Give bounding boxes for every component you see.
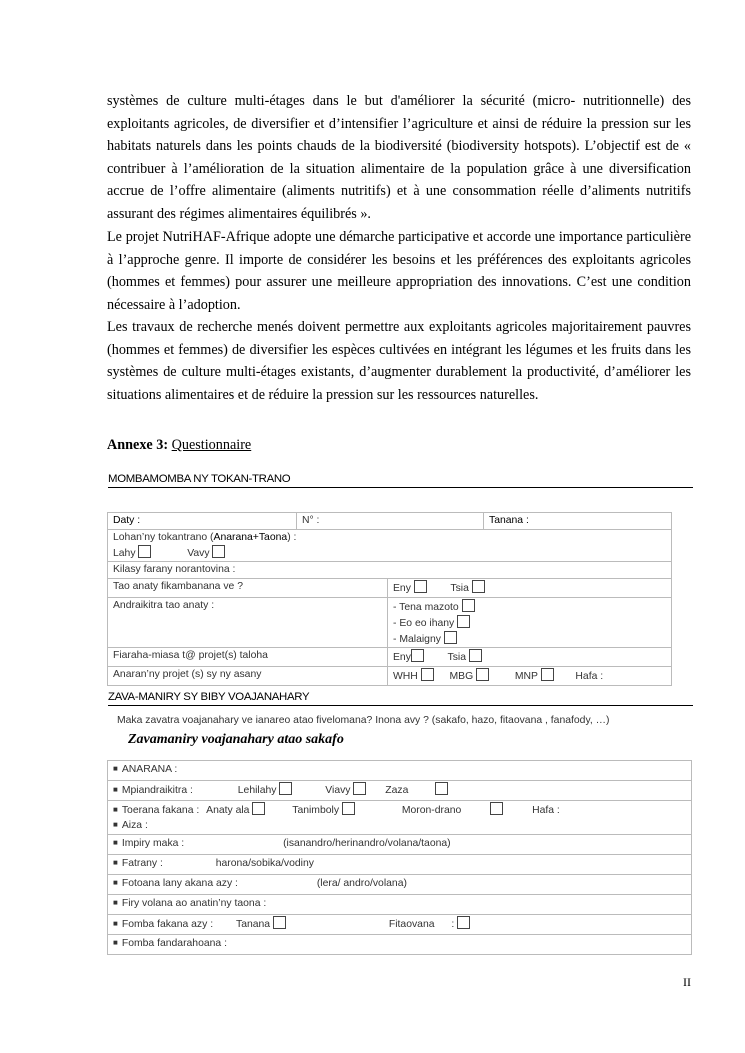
daty-label: Daty :	[113, 515, 141, 526]
zaza-checkbox[interactable]	[435, 782, 448, 795]
eny-label-2: Eny	[393, 652, 411, 664]
tsia-label: Tsia	[450, 583, 469, 595]
section-heading-plants: ZAVA-MANIRY SY BIBY VOAJANAHARY	[108, 691, 693, 706]
impiry-label: Impiry maka :	[121, 837, 185, 849]
fitaovana-label: Fitaovana	[388, 918, 435, 930]
mpiandraikitra-row	[108, 781, 692, 801]
anaran-projet-cell	[108, 667, 388, 686]
plants-table	[107, 760, 692, 955]
toerana-row	[108, 801, 692, 835]
toerana-label: Toerana fakana :	[121, 805, 200, 816]
tsia-checkbox-2[interactable]	[469, 649, 482, 662]
fatrany-options: harona/sobika/vodiny	[215, 857, 314, 869]
zaza-label: Zaza	[385, 785, 409, 796]
impiry-row[interactable]	[108, 834, 692, 854]
fomba-fakana-row	[108, 914, 692, 934]
mbg-label: MBG	[449, 671, 474, 683]
fotoana-options: (lera/ andro/volana)	[316, 877, 407, 889]
anarana-row[interactable]	[108, 761, 692, 781]
moron-drano-checkbox[interactable]	[490, 802, 503, 815]
bullet-icon: ■	[113, 897, 118, 907]
annexe-heading	[107, 437, 251, 454]
bullet-icon: ■	[113, 764, 118, 773]
number-cell[interactable]	[297, 513, 484, 530]
plants-subtitle: Zavamaniry voajanahary atao sakafo	[128, 732, 344, 747]
fotoana-row[interactable]	[108, 874, 692, 894]
paragraph-3: Les travaux de recherche menés doivent permettre aux exploitants agricoles majoritairement pauvres (hommes et femmes) de diversifier les espèces cultivées en intégrant les légumes et les fruits dans les systèmes de culture multi-étages existants, d’augmenter durablement la productivité, d’améliorer les situations alimentaires et de réduire la pression sur les ressources naturelles.	[107, 319, 691, 403]
fomba-fandarahoana-label: Fomba fandarahoana :	[121, 937, 227, 949]
anaty-ala-label: Anaty ala	[206, 805, 250, 816]
tao-anaty-label: Tao anaty fikambanana ve ?	[113, 581, 243, 593]
whh-checkbox[interactable]	[421, 668, 434, 681]
lahy-checkbox[interactable]	[138, 545, 151, 558]
eo-eo-ihany-checkbox[interactable]	[457, 615, 470, 628]
moron-drano-label: Moron-drano	[401, 805, 462, 816]
fomba-fandarahoana-row[interactable]	[108, 934, 692, 954]
role-eo-eo-ihany: - Eo eo ihany	[393, 617, 455, 629]
whh-label: WHH	[393, 671, 418, 683]
tao-anaty-answer	[388, 579, 672, 598]
anaty-ala-checkbox[interactable]	[252, 802, 265, 815]
annexe-label: Annexe 3:	[107, 437, 169, 453]
bullet-icon: ■	[113, 857, 118, 867]
fomba-fakana-label: Fomba fakana azy :	[121, 918, 214, 930]
tanana-cell[interactable]	[484, 513, 672, 530]
lohany-label-bold: Anarana+Taona	[213, 531, 288, 543]
plants-question: Maka zavatra voajanahary ve ianareo atao fivelomana? Inona avy ? (sakafo, hazo, fitaovana , fanafody, …)	[117, 715, 610, 726]
bullet-icon: ■	[113, 937, 118, 947]
fotoana-label: Fotoana lany akana azy :	[121, 877, 238, 889]
annexe-title: Questionnaire	[171, 437, 252, 453]
eny-checkbox[interactable]	[414, 580, 427, 593]
tanimboly-label: Tanimboly	[292, 805, 340, 816]
hafa-label: Hafa :	[575, 671, 604, 683]
tanana-option-label: Tanana	[236, 918, 271, 930]
mpiandraikitra-label: Mpiandraikitra :	[121, 785, 193, 796]
viavy-label: Viavy	[325, 785, 351, 796]
tsia-checkbox[interactable]	[472, 580, 485, 593]
malaigny-checkbox[interactable]	[444, 631, 457, 644]
household-table	[107, 512, 672, 686]
lohany-label	[113, 532, 296, 543]
eny-checkbox-2[interactable]	[411, 649, 424, 662]
viavy-checkbox[interactable]	[353, 782, 366, 795]
fitaovana-colon: :	[451, 918, 455, 930]
section-heading-household: MOMBAMOMBA NY TOKAN-TRANO	[108, 473, 693, 488]
paragraph-1: systèmes de culture multi-étages dans le but d'améliorer la sécurité (micro- nutritionnelle) des exploitants agricoles, de diversifier et d’intensifier l’agriculture et ainsi de réduire la pression sur les habitats naturels dans les points chauds de la biodiversité (biodiversity hotspots). L’objectif est de « contribuer à l’amélioration de la situation alimentaire de la population grâce à une diversification accrue de l’offre alimentaire (aliments nutritifs) et à une consommation réelle d’aliments nutritifs assurant des régimes alimentaires équilibrés ».	[107, 93, 691, 222]
bullet-icon: ■	[113, 837, 118, 847]
fiaraha-label: Fiaraha-miasa t@ projet(s) taloha	[113, 650, 268, 662]
lehilahy-label: Lehilahy	[237, 785, 277, 796]
fatrany-row[interactable]	[108, 854, 692, 874]
anaran-projet-label: Anaran’ny projet (s) sy ny asany	[113, 669, 262, 681]
tena-mazoto-checkbox[interactable]	[462, 599, 475, 612]
role-tena-mazoto: - Tena mazoto	[393, 601, 459, 613]
number-label: N° :	[302, 515, 320, 526]
tanana-label: Tanana :	[489, 515, 529, 526]
tao-anaty-cell	[108, 579, 388, 598]
lohany-label-pre: Lohan’ny tokantrano (	[113, 531, 214, 543]
fiaraha-cell	[108, 648, 388, 667]
bullet-icon: ■	[113, 785, 118, 794]
vavy-checkbox[interactable]	[212, 545, 225, 558]
hafa-label-2: Hafa :	[532, 805, 560, 816]
andraikitra-answer	[388, 597, 672, 647]
firy-label: Firy volana ao anatin’ny taona :	[121, 897, 267, 909]
mnp-checkbox[interactable]	[541, 668, 554, 681]
role-malaigny: - Malaigny	[393, 633, 441, 645]
eny-label: Eny	[393, 583, 411, 595]
lohany-cell[interactable]	[108, 529, 672, 562]
mnp-label: MNP	[514, 671, 538, 683]
tanana-checkbox[interactable]	[273, 916, 286, 929]
paragraph-2: Le projet NutriHAF-Afrique adopte une démarche participative et accorde une importance particulière à l’approche genre. Il importe de considérer les besoins et les préférences des exploitants agricoles (hommes et femmes) pour assurer une meilleure appropriation des innovations. C’est une condition nécessaire à l’adoption.	[107, 229, 691, 313]
bullet-icon: ■	[113, 819, 118, 829]
projets-answer	[388, 667, 672, 686]
fitaovana-checkbox[interactable]	[457, 916, 470, 929]
bullet-icon: ■	[113, 805, 118, 814]
lahy-label: Lahy	[113, 547, 136, 559]
bullet-icon: ■	[113, 877, 118, 887]
fatrany-label: Fatrany :	[121, 857, 163, 869]
tsia-label-2: Tsia	[447, 652, 466, 664]
lehilahy-checkbox[interactable]	[279, 782, 292, 795]
tanimboly-checkbox[interactable]	[342, 802, 355, 815]
bullet-icon: ■	[113, 918, 118, 928]
mbg-checkbox[interactable]	[476, 668, 489, 681]
kilasy-cell[interactable]	[108, 562, 672, 579]
andraikitra-label: Andraikitra tao anaty :	[113, 599, 215, 611]
impiry-options: (isanandro/herinandro/volana/taona)	[283, 837, 451, 849]
anarana-label: ANARANA :	[121, 764, 178, 775]
vavy-label: Vavy	[187, 547, 210, 559]
aiza-label: Aiza :	[121, 819, 148, 831]
daty-cell[interactable]	[108, 513, 297, 530]
lohany-label-post: ) :	[287, 531, 297, 543]
fiaraha-answer	[388, 648, 672, 667]
andraikitra-cell	[108, 597, 388, 647]
page-number: II	[683, 975, 691, 989]
firy-row[interactable]	[108, 894, 692, 914]
kilasy-label: Kilasy farany norantovina :	[113, 564, 236, 576]
